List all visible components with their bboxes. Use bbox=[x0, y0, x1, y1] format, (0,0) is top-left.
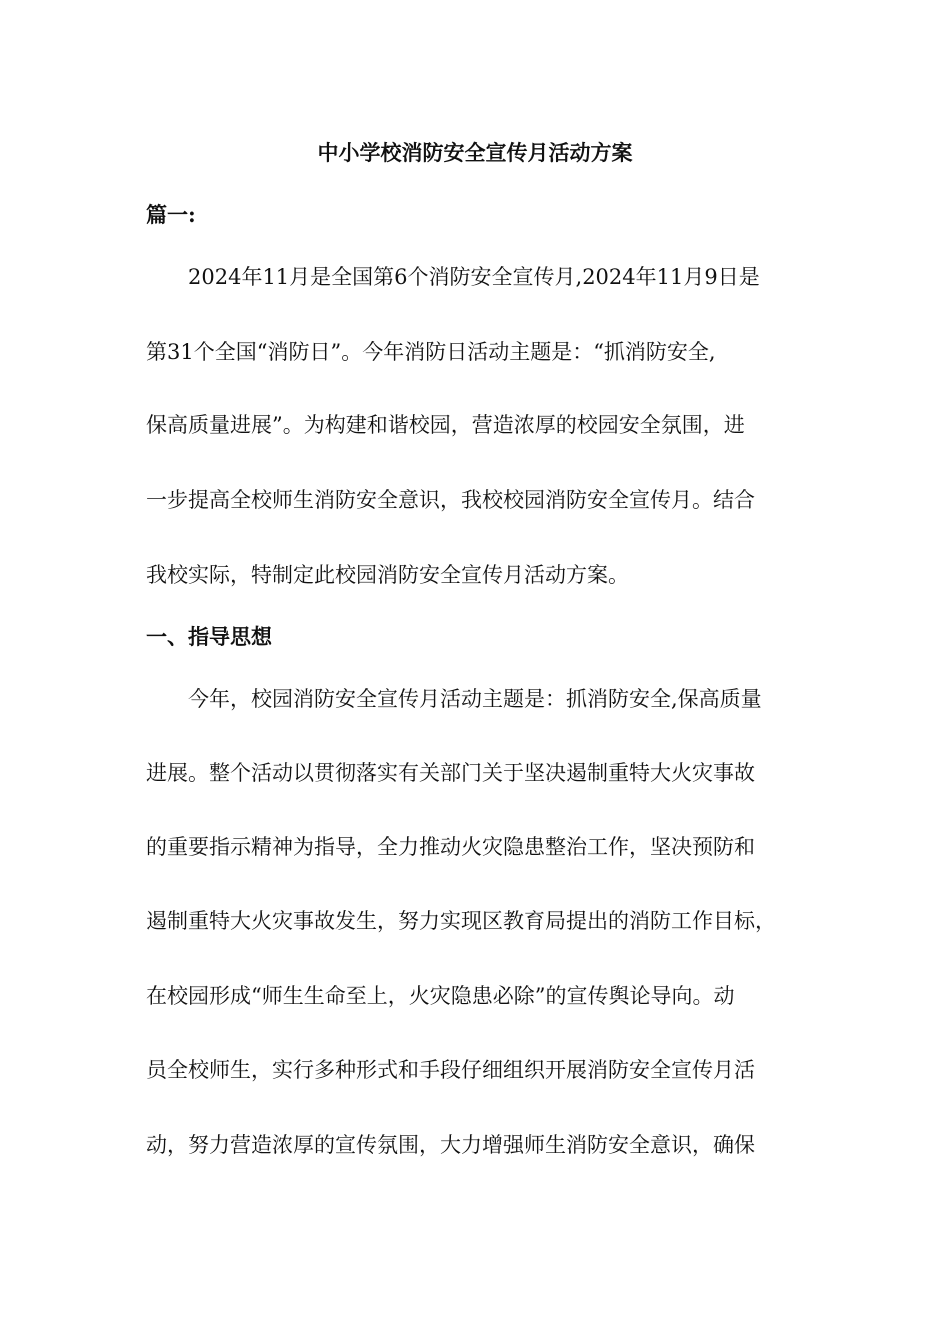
guide-line-6: 员全校师生，实行多种形式和手段仔细组织开展消防安全宣传月活 bbox=[146, 1058, 755, 1082]
guide-line-2: 进展。整个活动以贯彻落实有关部门关于坚决遏制重特大火灾事故 bbox=[146, 761, 755, 785]
guide-line-3: 的重要指示精神为指导，全力推动火灾隐患整治工作，坚决预防和 bbox=[146, 835, 755, 859]
section-heading-pian1: 篇一: bbox=[146, 202, 196, 227]
document-title: 中小学校消防安全宣传月活动方案 bbox=[317, 140, 633, 165]
guide-line-5: 在校园形成“师生生命至上，火灾隐患必除”的宣传舆论导向。动 bbox=[146, 984, 735, 1008]
intro-line-3: 保高质量进展”。为构建和谐校园，营造浓厚的校园安全氛围，进 bbox=[146, 413, 745, 437]
guide-line-4: 遏制重特大火灾事故发生，努力实现区教育局提出的消防工作目标， bbox=[146, 909, 776, 933]
guide-line-1: 今年，校园消防安全宣传月活动主题是：抓消防安全,保高质量 bbox=[188, 687, 762, 711]
section-heading-guiding-thought: 一、指导思想 bbox=[146, 624, 272, 649]
intro-line-5: 我校实际，特制定此校园消防安全宣传月活动方案。 bbox=[146, 563, 629, 587]
guide-line-7: 动，努力营造浓厚的宣传氛围，大力增强师生消防安全意识，确保 bbox=[146, 1133, 755, 1157]
intro-line-2: 第31个全国“消防日”。今年消防日活动主题是：“抓消防安全, bbox=[146, 340, 716, 364]
intro-line-1: 2024年11月是全国第6个消防安全宣传月,2024年11月9日是 bbox=[188, 265, 760, 289]
intro-line-4: 一步提高全校师生消防安全意识，我校校园消防安全宣传月。结合 bbox=[146, 488, 755, 512]
